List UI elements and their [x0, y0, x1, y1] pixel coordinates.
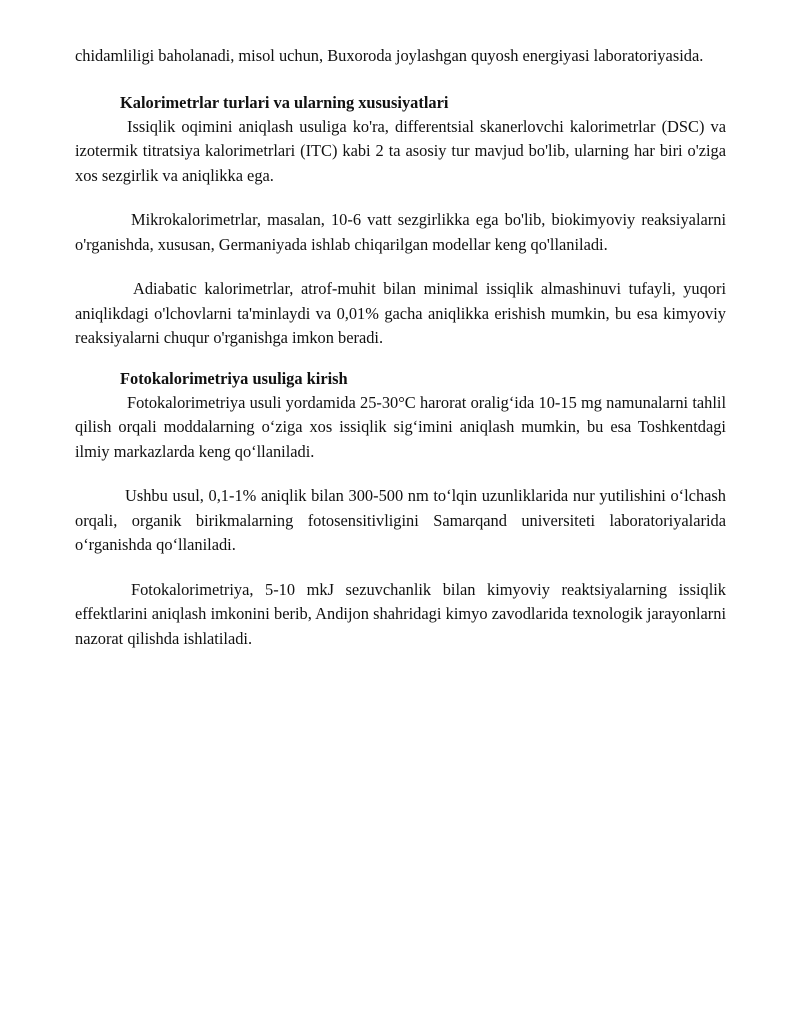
body-paragraph: Mikrokalorimetrlar, masalan, 10-6 vatt sezgirlikka ega bo'lib, biokimyoviy reaksiyalarni o'rganishda, xususan, Germaniyada ishlab chiqarilgan modellar keng qo'llaniladi.	[75, 210, 726, 254]
body-paragraph: Fotokalorimetriya, 5-10 mkJ sezuvchanlik bilan kimyoviy reaktsiyalarning issiqlik effektlarini aniqlash imkonini berib, Andijon shahridagi kimyo zavodlarida texnologik jarayonlarni nazorat qilishda ishlatiladi.	[75, 579, 726, 648]
document-page	[75, 44, 726, 651]
body-paragraph: chidamliligi baholanadi, misol uchun, Buxoroda joylashgan quyosh energiyasi laboratoriyasida.	[75, 46, 704, 65]
body-paragraph: Adiabatic kalorimetrlar, atrof-muhit bilan minimal issiqlik almashinuvi tufayli, yuqori aniqlikdagi o'lchovlarni ta'minlaydi va 0,01% gacha aniqlikka erishish mumkin, bu esa kimyoviy reaksiyalarni chuqur o'rganishga imkon beradi.	[75, 279, 726, 347]
body-paragraph: Fotokalorimetriya usuli yordamida 25-30°C harorat oralig‘ida 10-15 mg namunalarni tahlil qilish orqali moddalarning o‘ziga xos issiqlik sig‘imini aniqlash mumkin, bu esa Toshkentdagi ilmiy markazlarda keng qo‘llaniladi.	[75, 392, 726, 461]
section-heading: Fotokalorimetriya usuliga kirish	[120, 368, 348, 388]
section-heading: Kalorimetrlar turlari va ularning xususiyatlari	[120, 92, 449, 112]
body-paragraph: Issiqlik oqimini aniqlash usuliga ko'ra, differentsial skanerlovchi kalorimetrlar (DSC) va izotermik titratsiya kalorimetrlari (ITC) kabi 2 ta asosiy tur mavjud bo'lib, ularning har biri o'ziga xos sezgirlik va aniqlikka ega.	[75, 116, 726, 185]
body-paragraph: Ushbu usul, 0,1-1% aniqlik bilan 300-500 nm to‘lqin uzunliklarida nur yutilishini o‘lchash orqali, organik birikmalarning fotosensitivligini Samarqand universiteti laboratoriyalarida o‘rganishda qo‘llaniladi.	[75, 486, 726, 554]
